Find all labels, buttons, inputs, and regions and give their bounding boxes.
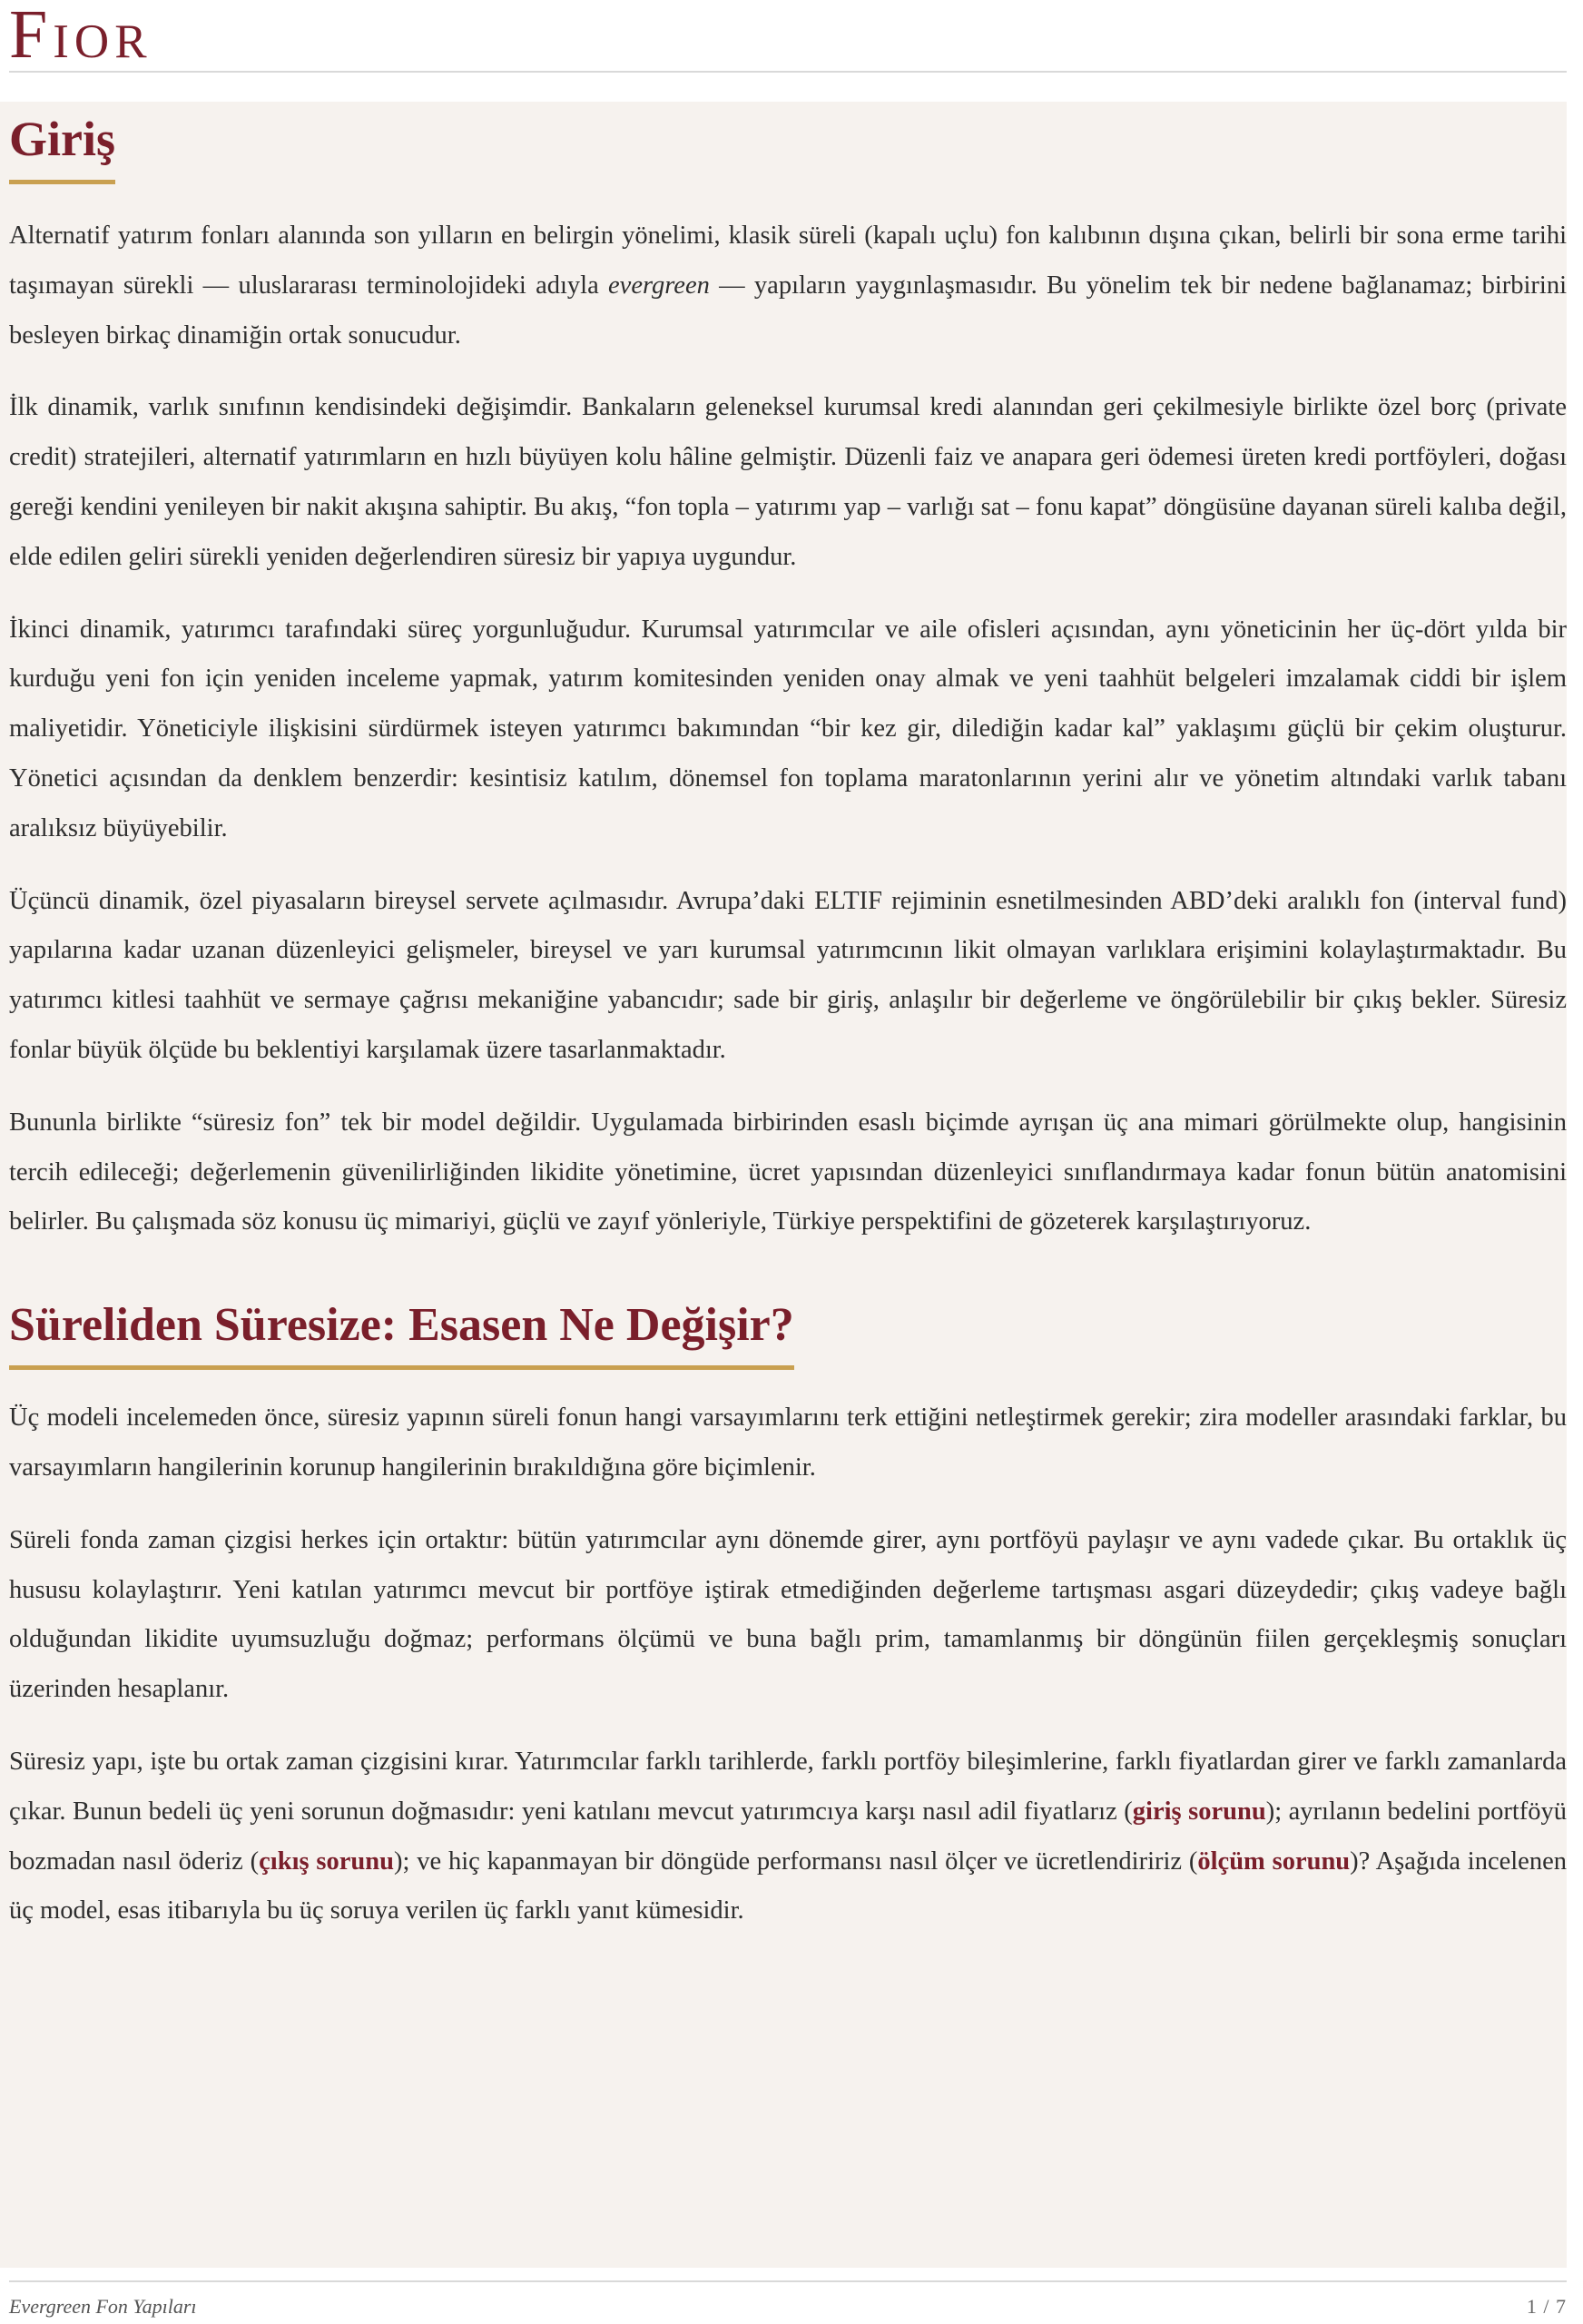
- paragraph: Üç modeli incelemeden önce, süresiz yapının süreli fonun hangi varsayımlarını terk ettiğini netleştirmek gerekir; zira modeller arasındaki farklar, bu varsayımların hangilerinin korunup hangilerinin bırakıldığına göre biçimlenir.: [9, 1403, 1567, 1482]
- document-body: [0, 102, 1567, 2268]
- section-what-changes: [9, 1299, 1567, 1936]
- section-body: [9, 212, 1567, 1247]
- key-term: ölçüm sorunu: [1197, 1846, 1351, 1876]
- paragraph: Üçüncü dinamik, özel piyasaların bireysel servete açılmasıdır. Avrupa’daki ELTIF rejiminin esnetilmesinden ABD’deki aralıklı fon (interval fund) yapılarına kadar uzanan düzenleyici gelişmeler, bireysel ve yarı kurumsal yatırımcının likit olmayan varlıklara erişimini kolaylaştırmaktadır. Bu yatırımcı kitlesi taahhüt ve sermaye çağrısı mekaniğine yabancıdır; sade bir giriş, anlaşılır bir değerleme ve öngörülebilir bir çıkış bekler. Süresiz fonlar büyük ölçüde bu beklentiyi karşılamak üzere tasarlanmaktadır.: [9, 886, 1567, 1064]
- key-term: çıkış sorunu: [259, 1846, 394, 1876]
- page-footer: [9, 2280, 1567, 2319]
- paragraph: İkinci dinamik, yatırımcı tarafındaki süreç yorgunluğudur. Kurumsal yatırımcılar ve aile ofisleri açısından, aynı yöneticinin her üç-dört yılda bir kurduğu yeni fon için yeniden inceleme yapmak, yatırım komitesinden yeniden onay almak ve yeni taahhüt belgeleri imzalamak ciddi bir işlem maliyetidir. Yöneticiyle ilişkisini sürdürmek isteyen yatırımcı bakımından “bir kez gir, dilediğin kadar kal” yaklaşımı güçlü bir çekim oluşturur. Yönetici açısından da denklem benzerdir: kesintisiz katılım, dönemsel fon toplama maratonlarının yerini alır ve yönetim altındaki varlık tabanı aralıksız büyüyebilir.: [9, 615, 1567, 842]
- footer-document-title: Evergreen Fon Yapıları: [9, 2295, 197, 2318]
- paragraph: Bununla birlikte “süresiz fon” tek bir model değildir. Uygulamada birbirinden esaslı biçimde ayrışan üç ana mimari görülmekte olup, hangisinin tercih edileceği; değerlemenin güvenilirliğinden likidite yönetimine, ücret yapısından düzenleyici sınıflandırmaya kadar fonun bütün anatomisini belirler. Bu çalışmada söz konusu üç mimariyi, güçlü ve zayıf yönleriyle, Türkiye perspektifini de gözeterek karşılaştırıyoruz.: [9, 1108, 1567, 1236]
- page-number: 1 / 7: [1526, 2295, 1567, 2318]
- paragraph: Alternatif yatırım fonları alanında son yılların en belirgin yönelimi, klasik süreli (kapalı uçlu) fon kalıbının dışına çıkan, belirli bir sona erme tarihi taşımayan sürekli — uluslararası terminolojideki adıyla evergreen — yapıların yaygınlaşmasıdır. Bu yönelim tek bir nedene bağlanamaz; birbirini besleyen birkaç dinamiğin ortak sonucudur.: [9, 222, 1567, 350]
- paragraph: Süreli fonda zaman çizgisi herkes için ortaktır: bütün yatırımcılar aynı dönemde girer, aynı portföyü paylaşır ve aynı vadede çıkar. Bu ortaklık üç hususu kolaylaştırır. Yeni katılan yatırımcı mevcut bir portföye iştirak etmediğinden değerleme tartışması asgari düzeydedir; çıkış vadeye bağlı olduğundan likidite uyumsuzluğu doğmaz; performans ölçümü ve buna bağlı prim, tamamlanmış bir döngünün fiilen gerçekleşmiş sonuçları üzerinden hesaplanır.: [9, 1525, 1567, 1704]
- section-title: Giriş: [9, 114, 115, 184]
- paragraph: İlk dinamik, varlık sınıfının kendisindeki değişimdir. Bankaların geleneksel kurumsal kredi alanından geri çekilmesiyle birlikte özel borç (private credit) stratejileri, alternatif yatırımların en hızlı büyüyen kolu hâline gelmiştir. Düzenli faiz ve anapara geri ödemesi üreten kredi portföyleri, doğası gereği kendini yenileyen bir nakit akışına sahiptir. Bu akış, “fon topla – yatırımı yap – varlığı sat – fonu kapat” döngüsüne dayanan süreli kalıba değil, elde edilen geliri sürekli yeniden değerlendiren süresiz bir yapıya uygundur.: [9, 393, 1567, 571]
- key-term: giriş sorunu: [1132, 1797, 1266, 1826]
- section-body: [9, 1393, 1567, 1936]
- emphasis-term: evergreen: [608, 271, 710, 300]
- section-introduction: [9, 102, 1567, 1247]
- page-header: [9, 0, 1567, 73]
- section-title: Süreliden Süresize: Esasen Ne Değişir?: [9, 1302, 794, 1370]
- paragraph: Süresiz yapı, işte bu ortak zaman çizgisini kırar. Yatırımcılar farklı tarihlerde, farklı portföy bileşimlerine, farklı fiyatlardan girer ve farklı zamanlarda çıkar. Bunun bedeli üç yeni sorunun doğmasıdır: yeni katılanı mevcut yatırımcıya karşı nasıl adil fiyatlarız (giriş sorunu); ayrılanın bedelini portföyü bozmadan nasıl öderiz (çıkış sorunu); ve hiç kapanmayan bir döngüde performansı nasıl ölçer ve ücretlendiririz (ölçüm sorunu)? Aşağıda incelenen üç model, esas itibarıyla bu üç soruya verilen üç farklı yanıt kümesidir.: [9, 1747, 1567, 1925]
- brand-logo: Fior: [9, 0, 152, 73]
